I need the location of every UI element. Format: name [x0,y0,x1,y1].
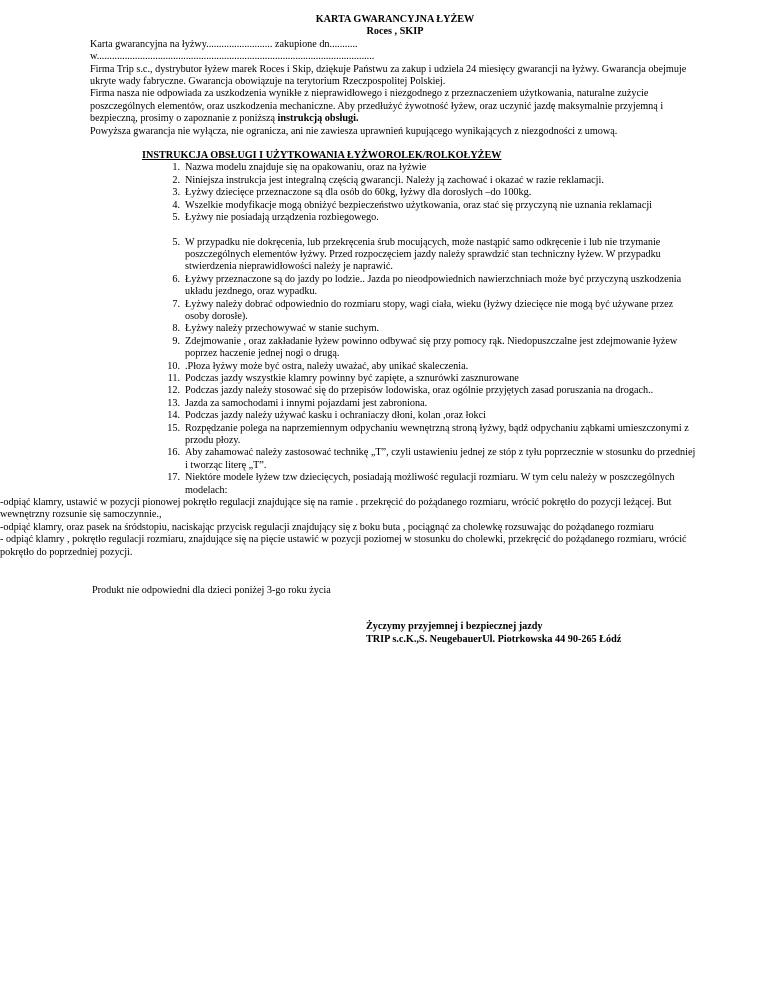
item-number: 16. [167,447,180,459]
adjustment-note: -odpiąć klamry, ustawić w pozycji pionowej pokrętło regulacji znajdujące się na ramie . przekręcić do pożądanego rozmiaru, wrócić pokrętło do pozycji leżącej. But wewnętrzny rozsunie się samoczynnie., [0,497,672,521]
item-number: 10. [167,360,180,372]
item-text: Rozpędzanie polega na naprzemiennym odpychaniu wewnętrzną stroną łyżwy, bądź odpychaniu ząbkami umieszczonymi z przodu płozy. [185,422,689,446]
place-line: w............................................................................................................. [90,51,375,63]
closing-block [366,621,700,646]
instruction-item [90,187,700,199]
document-subtitle: Roces , SKIP [366,26,424,38]
item-number: 4. [172,199,180,211]
item-number: 5. [172,236,180,248]
instructions-list-a [90,162,700,224]
item-number: 7. [172,298,180,310]
size-adjustment-notes [0,497,700,559]
item-number: 1. [172,162,180,174]
age-warning: Produkt nie odpowiedni dla dzieci poniżej 3-go roku życia [92,585,331,597]
item-number: 9. [172,335,180,347]
instruction-item [90,447,700,472]
instruction-item [90,410,700,422]
item-number: 12. [167,385,180,397]
warranty-document [0,14,700,646]
item-text: Łyżwy dziecięce przeznaczone są dla osób do 60kg, łyżwy dla dorosłych –do 100kg. [185,187,532,199]
instruction-item [90,237,700,274]
instruction-item [90,336,700,361]
item-number: 11. [167,372,180,384]
adjustment-note: - odpiąć klamry , pokrętło regulacji rozmiaru, znajdujące się na pięcie ustawić w pozycji poziomej w stosunku do cholewki, przekręcić do pożądanego rozmiaru, wrócić pokrętło do poprzedniej pozycji. [0,534,687,558]
instruction-item [90,398,700,410]
instruction-item [90,472,700,497]
company-address: TRIP s.c.K.,S. NeugebauerUl. Piotrkowska 44 90-265 Łódź [366,633,622,645]
item-number: 14. [167,410,180,422]
instructions-list-b [90,237,700,498]
instruction-item [90,200,700,212]
liability-text: Firma nasza nie odpowiada za uszkodzenia wynikłe z nieprawidłowego i niezgodnego z przeznaczeniem użytkowania, naturalne zużycie poszczególnych elementów, oraz uszkodzenia mechaniczne. Aby przedłużyć żywotność łyżew, oraz uczynić jazdę maksymalnie przyjemną i bezpieczną, prosimy o zapoznanie z poniższą [90,88,664,125]
item-text: Niniejsza instrukcja jest integralną częścią gwarancji. Należy ją zachować i okazać w razie reklamacji. [185,174,604,186]
item-text: Podczas jazdy wszystkie klamry powinny być zapięte, a sznurówki zasznurowane [185,372,519,384]
instruction-item [90,361,700,373]
instruction-item [90,175,700,187]
instruction-item [90,162,700,174]
item-text: Łyżwy nie posiadają urządzenia rozbiegowego. [185,212,379,224]
instruction-item [90,373,700,385]
closing-wishes: Życzymy przyjemnej i bezpiecznej jazdy [366,621,543,633]
item-text: Podczas jazdy należy stosować się do przepisów lodowiska, oraz ogólnie przyjętych zasad poruszania na drogach.. [185,385,654,397]
item-number: 13. [167,397,180,409]
instruction-reference: instrukcją obsługi. [277,113,359,125]
instruction-item [90,274,700,299]
adjustment-note: -odpiąć klamry, oraz pasek na śródstopiu, naciskając przycisk regulacji znajdujący się z boku buta , pociągnąć za cholewkę rozsuwając do pożądanego rozmiaru [0,521,654,533]
item-text: Łyżwy przeznaczone są do jazdy po lodzie.. Jazda po nieodpowiednich nawierzchniach może być przyczyną uszkodzenia układu jezdnego, oraz wypadku. [185,273,682,298]
instruction-item [90,299,700,324]
instruction-item [90,423,700,448]
instruction-item [90,212,700,224]
item-text: Zdejmowanie , oraz zakładanie łyżew powinno odbywać się przy pomocy rąk. Niedopuszczalne jest zdejmowanie łyżew poprzez haczenie jednej nogi o drugą. [185,335,678,360]
item-text: Łyżwy należy dobrać odpowiednio do rozmiaru stopy, wagi ciała, wieku (łyżwy dziecięce nie mogą być używane przez osoby dorosłe). [185,298,674,322]
item-number: 6. [172,273,180,285]
item-text: Aby zahamować należy zastosować technikę „T”, czyli ustawieniu jednej ze stóp z tyłu poprzecznie w stosunku do przedniej i tworząc literę „T”. [185,447,696,471]
item-text: Podczas jazdy należy używać kasku i ochraniaczy dłoni, kolan ,oraz łokci [185,410,486,422]
item-text: Nazwa modelu znajduje się na opakowaniu, oraz na łyżwie [185,162,427,174]
document-title: KARTA GWARANCYJNA ŁYŻEW [315,14,475,25]
item-text: Łyżwy należy przechowywać w stanie suchym. [185,323,380,335]
item-text: .Płoza łyżwy może być ostra, należy uważać, aby unikać skaleczenia. [185,360,469,372]
item-text: W przypadku nie dokręcenia, lub przekręcenia śrub mocujących, może nastąpić samo odkręcenie i lub nie trzymanie poszczególnych elementów łyżwy. Przed rozpoczęciem jazdy należy sprawdzić stan techniczny łyżew. W przypadku stwierdzenia nieprawidłowości należy je naprawić. [185,236,661,273]
item-number: 3. [172,187,180,199]
item-number: 17. [167,472,180,484]
item-number: 2. [172,174,180,186]
item-number: 5. [172,212,180,224]
liability-paragraph [90,88,700,125]
intro-paragraph: Firma Trip s.c., dystrybutor łyżew marek Roces i Skip, dziękuje Państwu za zakup i udziela 24 miesięcy gwarancji na łyżwy. Gwarancja obejmuje ukryte wady fabryczne. Gwarancja obowiązuje na terytorium Rzeczpospolitej Polskiej. [90,63,687,88]
item-text: Niektóre modele łyżew tzw dziecięcych, posiadają możliwość regulacji rozmiaru. W tym celu należy w poszczególnych modelach: [185,472,675,496]
item-text: Wszelkie modyfikacje mogą obniżyć bezpieczeństwo użytkowania, oraz stać się przyczyną nie uznania reklamacji [185,199,652,211]
instruction-item [90,323,700,335]
instruction-item [90,385,700,397]
purchase-line: Karta gwarancyjna na łyżwy.......................... zakupione dn........... [90,38,358,50]
item-number: 15. [167,422,180,434]
instructions-title: INSTRUKCJA OBSŁUGI I UŻYTKOWANIA ŁYŻWOROLEK/ROLKOŁYŻEW [142,150,502,162]
item-text: Jazda za samochodami i innymi pojazdami jest zabroniona. [185,397,428,409]
item-number: 8. [172,323,180,335]
rights-paragraph: Powyższa gwarancja nie wyłącza, nie ogranicza, ani nie zawiesza uprawnień kupującego wynikających z niezgodności z umową. [90,125,618,137]
